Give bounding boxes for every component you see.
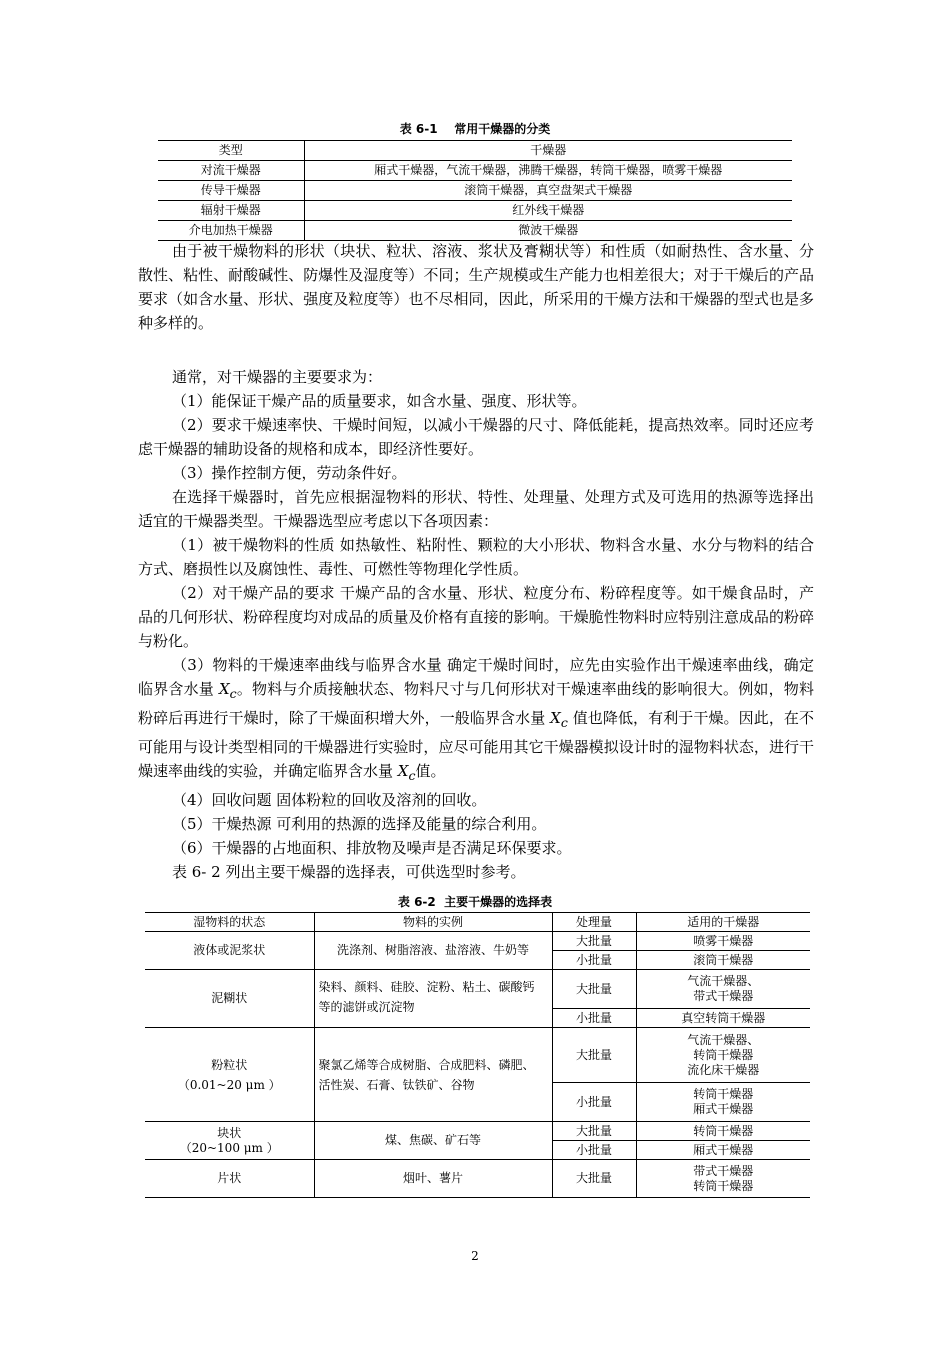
table-cell: 气流干燥器、 转筒干燥器 流化床干燥器 [636,1028,810,1083]
table2-caption: 表 6-2 主要干燥器的选择表 [397,895,553,909]
table-cell: 烟叶、薯片 [314,1160,552,1198]
table1 [158,140,792,241]
table-header-row [145,913,810,932]
text-block-main [138,365,814,884]
text-run: （3）物料的干燥速率曲线与临界含水量 确定干燥时间时，应先由实验作出干燥速率曲线，确定临界含水量 [138,656,814,698]
text-block-intro [138,239,814,335]
table-cell: 大批量 [552,1122,636,1141]
paragraph: （1）能保证干燥产品的质量要求，如含水量、强度、形状等。 [172,392,587,410]
table-cell: 厢式干燥器，气流干燥器，沸腾干燥器，转筒干燥器，喷雾干燥器 [304,161,792,181]
table-row [158,201,792,221]
table-header: 湿物料的状态 [145,913,314,932]
paragraph: （4）回收问题 固体粉粒的回收及溶剂的回收。 [172,791,487,809]
table-header-row [158,141,792,161]
text-run: 值也降低，有利于干燥。因此，在不可能用与设计类型相同的干燥器进行实验时，应尽可能用其它干燥器模拟设计时的湿物料状态，进行干燥速率曲线的实验，并确定临界含水量 [138,709,814,780]
table-cell: 煤、焦碳、矿石等 [314,1122,552,1160]
table-row [158,221,792,241]
size-range: （20~100 μm ） [179,1140,279,1155]
table-cell: 转筒干燥器 厢式干燥器 [636,1083,810,1122]
table-cell: 对流干燥器 [158,161,304,181]
table-cell: 液体或泥浆状 [145,932,314,970]
table-cell: 染料、颜料、硅胶、淀粉、粘土、碳酸钙等的滤饼或沉淀物 [314,970,552,1028]
table-cell: 滚筒干燥器 [636,951,810,970]
table-row [145,1028,810,1083]
page-number: 2 [471,1249,479,1263]
table-row [145,970,810,1009]
text-run: 。物料与介质接触状态、物料尺寸与几何形状对干燥速率曲线的影响很大。例如，物料粉碎后再进行干燥时，除了干燥面积增大外，一般临界含水量 [138,680,814,727]
table-header: 物料的实例 [314,913,552,932]
paragraph: 在选择干燥器时，首先应根据湿物料的形状、特性、处理量、处理方式及可选用的热源等选择出适宜的干燥器类型。干燥器选型应考虑以下各项因素： [138,488,814,530]
table-cell: 小批量 [552,1009,636,1028]
table-cell: 厢式干燥器 [636,1141,810,1160]
table-cell: 辐射干燥器 [158,201,304,221]
math-subscript: c [560,715,568,730]
state-label: 粉粒状 [211,1057,248,1072]
table-cell [145,1028,314,1122]
table-header: 适用的干燥器 [636,913,810,932]
table-row [145,1122,810,1141]
table-row [158,181,792,201]
paragraph: 通常，对干燥器的主要要求为： [172,368,383,386]
table1-caption: 表 6-1 常用干燥器的分类 [399,122,551,136]
math-symbol: X [218,680,230,698]
paragraph: （2）要求干燥速率快、干燥时间短，以减小干燥器的尺寸、降低能耗，提高热效率。同时还应考虑干燥器的辅助设备的规格和成本，即经济性要好。 [138,416,814,458]
table-row [158,161,792,181]
paragraph: （6）干燥器的占地面积、排放物及噪声是否满足环保要求。 [172,839,572,857]
table-row [145,1160,810,1198]
state-label: 块状 [217,1125,242,1140]
math-subscript: c [408,768,416,783]
table-cell: 带式干燥器 转筒干燥器 [636,1160,810,1198]
table-row [145,932,810,951]
table-cell [145,1122,314,1160]
table-header: 干燥器 [304,141,792,161]
table-cell: 大批量 [552,1160,636,1198]
math-subscript: c [229,686,237,701]
table-header: 处理量 [552,913,636,932]
text-run: 值。 [415,762,446,780]
paragraph: （3）操作控制方便，劳动条件好。 [172,464,407,482]
paragraph [138,653,814,788]
table-cell: 真空转筒干燥器 [636,1009,810,1028]
table-cell: 传导干燥器 [158,181,304,201]
table-cell: 聚氯乙烯等合成树脂、合成肥料、磷肥、活性炭、石膏、钛铁矿、谷物 [314,1028,552,1122]
table-cell: 小批量 [552,1141,636,1160]
table-cell: 红外线干燥器 [304,201,792,221]
table2 [145,912,810,1198]
paragraph: （5）干燥热源 可利用的热源的选择及能量的综合利用。 [172,815,547,833]
paragraph: （1）被干燥物料的性质 如热敏性、粘附性、颗粒的大小形状、物料含水量、水分与物料的结合方式、磨损性以及腐蚀性、毒性、可燃性等物理化学性质。 [138,536,814,578]
table-cell: 介电加热干燥器 [188,223,273,237]
table-cell: 小批量 [552,1083,636,1122]
math-symbol: X [397,762,409,780]
table-header: 类型 [158,141,304,161]
table-cell: 滚筒干燥器，真空盘架式干燥器 [304,181,792,201]
table-cell: 气流干燥器、 带式干燥器 [636,970,810,1009]
table-cell: 泥糊状 [145,970,314,1028]
paragraph: 表 6- 2 列出主要干燥器的选择表，可供选型时参考。 [172,863,526,881]
table-cell: 转筒干燥器 [636,1122,810,1141]
size-range: （0.01~20 μm ） [177,1077,281,1092]
table-cell: 大批量 [552,932,636,951]
math-symbol: X [550,709,561,727]
table-cell: 喷雾干燥器 [636,932,810,951]
table-cell: 大批量 [552,1028,636,1083]
paragraph: （2）对干燥产品的要求 干燥产品的含水量、形状、粒度分布、粉碎程度等。如干燥食品时，产品的几何形状、粉碎程度均对成品的质量及价格有直接的影响。干燥脆性物料时应特别注意成品的粉碎与粉化。 [138,584,814,650]
table-cell: 微波干燥器 [304,221,792,241]
table-cell: 片状 [145,1160,314,1198]
table-cell: 洗涤剂、树脂溶液、盐溶液、牛奶等 [314,932,552,970]
table-cell: 小批量 [552,951,636,970]
paragraph: 由于被干燥物料的形状（块状、粒状、溶液、浆状及膏糊状等）和性质（如耐热性、含水量、分散性、粘性、耐酸碱性、防爆性及湿度等）不同；生产规模或生产能力也相差很大；对于干燥后的产品要求（如含水量、形状、强度及粒度等）也不尽相同，因此，所采用的干燥方法和干燥器的型式也是多种多样的。 [138,242,814,332]
table-cell: 大批量 [552,970,636,1009]
